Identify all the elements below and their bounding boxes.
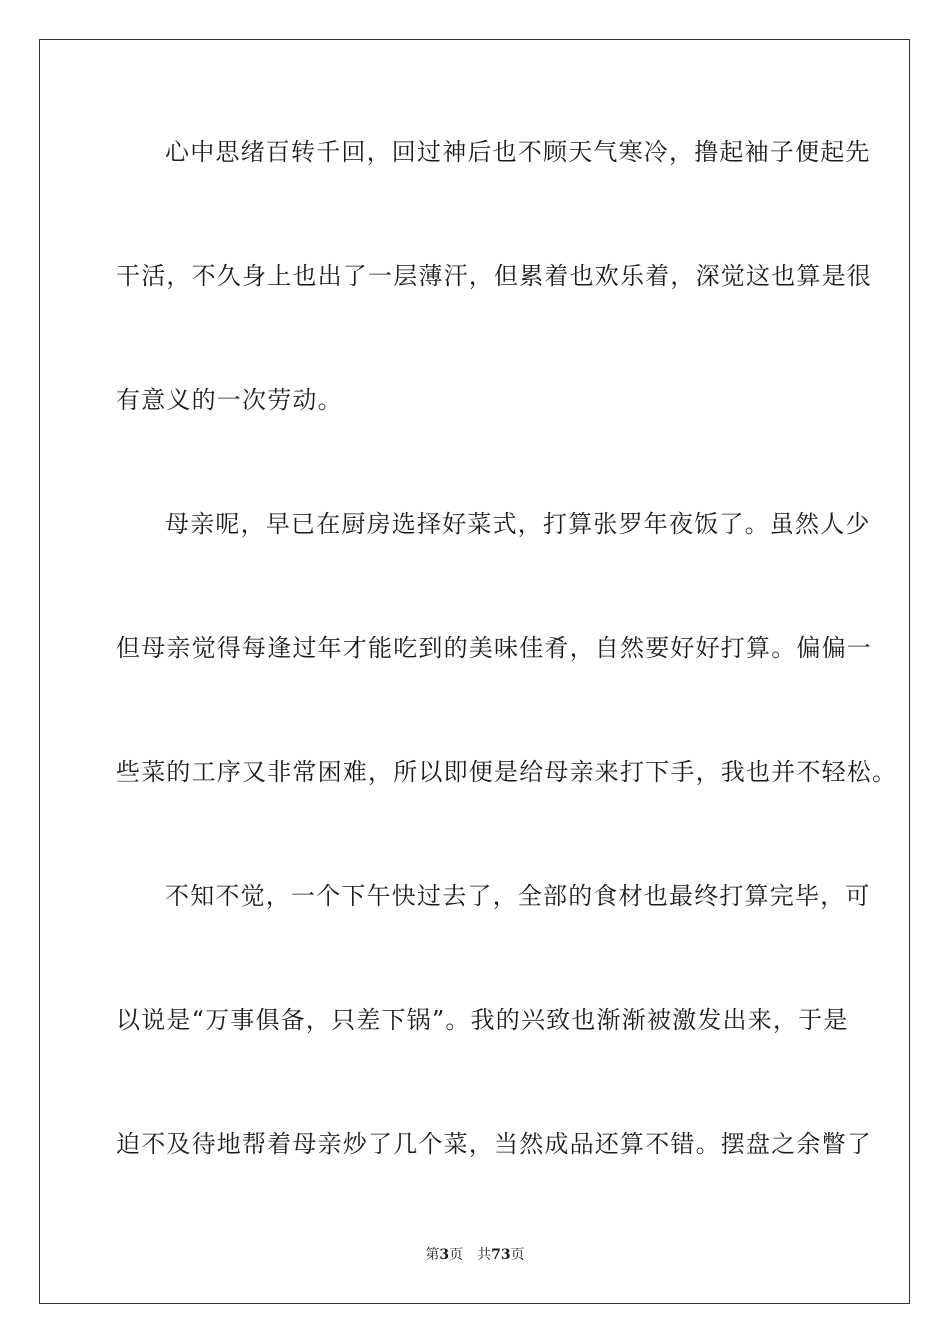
paragraph-2-line-2: 但母亲觉得每逢过年才能吃到的美味佳肴，自然要好好打算。偏偏一: [116, 634, 872, 662]
total-prefix: 共: [477, 1247, 492, 1263]
paragraph-1-line-3: 有意义的一次劳动。: [116, 386, 343, 414]
paragraph-1-line-2: 干活，不久身上也出了一层薄汗，但累着也欢乐着，深觉这也算是很: [116, 262, 872, 290]
paragraph-3-line-2: 以说是“万事俱备，只差下锅”。我的兴致也渐渐被激发出来，于是: [116, 1006, 849, 1034]
total-pages: 73: [491, 1247, 511, 1263]
page-footer: [0, 1246, 950, 1264]
paragraph-2-line-1: 母亲呢，早已在厨房选择好菜式，打算张罗年夜饭了。虽然人少: [165, 510, 871, 538]
paragraph-3-line-3: 迫不及待地帮着母亲炒了几个菜，当然成品还算不错。摆盘之余瞥了: [116, 1130, 872, 1158]
page-prefix: 第: [425, 1247, 440, 1263]
paragraph-2-line-3: 些菜的工序又非常困难，所以即便是给母亲来打下手，我也并不轻松。: [116, 758, 898, 786]
page-border: [39, 39, 910, 1304]
paragraph-3-line-1: 不知不觉，一个下午快过去了，全部的食材也最终打算完毕，可: [165, 882, 871, 910]
total-suffix: 页: [510, 1247, 525, 1263]
page-suffix: 页: [449, 1247, 464, 1263]
page-number: 3: [439, 1247, 450, 1263]
paragraph-1-line-1: 心中思绪百转千回，回过神后也不顾天气寒冷，撸起袖子便起先: [165, 138, 871, 166]
